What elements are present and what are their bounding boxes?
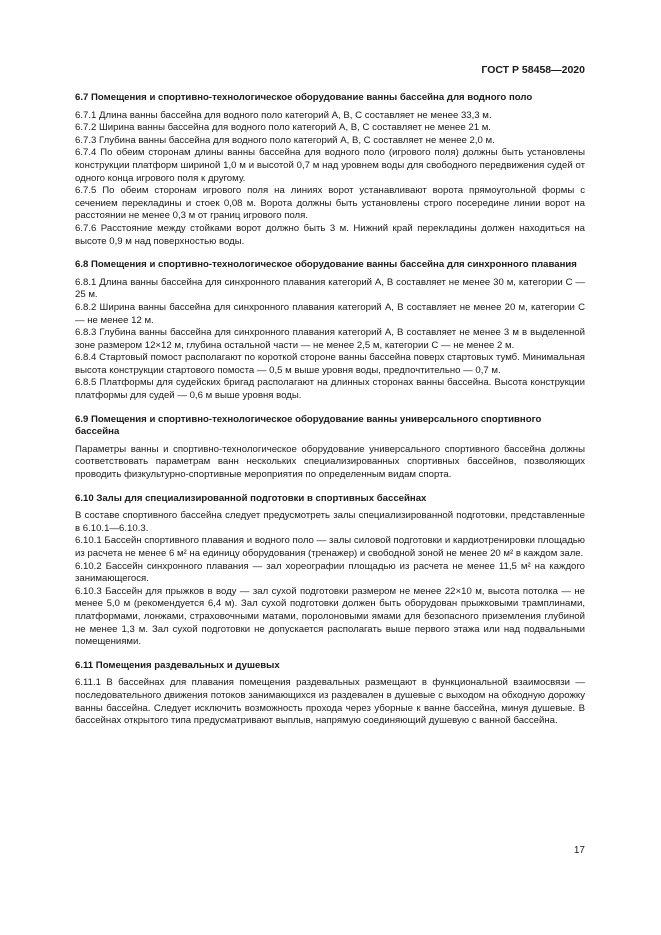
standard-number: ГОСТ Р 58458—2020 <box>481 64 585 76</box>
section-6-9 <box>75 414 585 482</box>
paragraph: 6.7.5 По обеим сторонам игрового поля на линиях ворот устанавливают ворота прямоугольной формы с сечением перекладины и стоек 0,08 м. Ворота должны быть установлены строго посередине линии ворот на расстоянии не менее 0,3 м от границ игрового поля. <box>75 185 585 222</box>
page-number: 17 <box>573 845 585 856</box>
paragraph: В составе спортивного бассейна следует предусмотреть залы специализированной подготовки, представленные в 6.10.1—6.10.3. <box>75 510 585 534</box>
section-6-10 <box>75 493 585 649</box>
paragraph: 6.7.6 Расстояние между стойками ворот должно быть 3 м. Нижний край перекладины должен находиться на высоте 0,9 м над поверхностью воды. <box>75 222 585 247</box>
section-heading: 6.8 Помещения и спортивно-технологическое оборудование ванны бассейна для синхронного плавания <box>75 259 577 271</box>
paragraph: 6.10.3 Бассейн для прыжков в воду — зал сухой подготовки размером не менее 22×10 м, высота потолка — не менее 5,0 м (рекомендуется 6,4 м). Зал сухой подготовки должен быть оборудован прыжковыми трамплинами, платформами, лонжами, страховочными матами, поролоновыми ямами для безопасного приземления глубиной не менее 1,3 м. Зал сухой подготовки не допускается располагать выше первого этажа или над подвальными помещениями. <box>75 585 585 648</box>
paragraph: 6.8.4 Стартовый помост располагают по короткой стороне ванны бассейна поверх стартовых тумб. Минимальная высота конструкции стартового помоста — 0,5 м выше уровня воды, предпочтительно — 0,7 м. <box>75 352 585 376</box>
paragraph: 6.7.1 Длина ванны бассейна для водного поло категорий А, В, С составляет не менее 33,3 м. <box>75 109 492 121</box>
section-6-11 <box>75 660 585 728</box>
paragraph: 6.10.2 Бассейн синхронного плавания — зал хореографии площадью из расчета не менее 11,5 м² на каждого занимающегося. <box>75 560 585 585</box>
paragraph: 6.7.3 Глубина ванны бассейна для водного поло категорий А, В, С составляет не менее 2,0 м. <box>75 134 495 146</box>
paragraph: 6.8.5 Платформы для судейских бригад располагают на длинных сторонах ванны бассейна. Высота конструкции платформы для судей — 0,6 м выше уровня воды. <box>75 377 585 402</box>
paragraph: 6.7.2 Ширина ванны бассейна для водного поло категорий А, В, С составляет не менее 21 м. <box>75 122 491 134</box>
paragraph: 6.11.1 В бассейнах для плавания помещения раздевальных размещают в функциональной взаимосвязи — последовательного движения потоков занимающихся из раздевален в душевые с выходом на обходную дорожку ванны бассейна. Следует исключить возможность прохода через уборные к ванне бассейна, минуя душевые. В бассейнах открытого типа предусматривают выплыв, напрямую соединяющий душевую с ванной бассейна. <box>75 677 585 727</box>
paragraph: 6.10.1 Бассейн спортивного плавания и водного поло — залы силовой подготовки и кардиотренировки площадью из расчета не менее 6 м² на единицу оборудования (тренажер) и свободной зоной не менее 20 м² в каждом зале. <box>75 535 585 559</box>
paragraph: 6.7.4 По обеим сторонам длины ванны бассейна для водного поло (игрового поля) должны быть установлены конструкции платформ шириной 1,0 м и высотой 0,7 м над уровнем воды для свободного передвижения судей от одного конца игрового поля к другому. <box>75 147 585 184</box>
section-heading: 6.7 Помещения и спортивно-технологическое оборудование ванны бассейна для водного поло <box>75 92 533 103</box>
paragraph: Параметры ванны и спортивно-технологическое оборудование универсального спортивного бассейна должны соответствовать параметрам ванн нескольких специализированных спортивных бассейнов, позволяющих проводить физкультурно-спортивные мероприятия по определенным видам спорта. <box>75 443 585 481</box>
section-6-8 <box>75 259 585 403</box>
paragraph: 6.8.3 Глубина ванны бассейна для синхронного плавания категорий А, В составляет не менее 3 м в выделенной зоне размером 12×12 м, глубина остальной части — не менее 2,5 м, категории С — не менее 2 м. <box>75 327 585 351</box>
section-heading: 6.9 Помещения и спортивно-технологическое оборудование ванны универсального спортивного бассейна <box>75 413 542 438</box>
section-heading: 6.11 Помещения раздевальных и душевых <box>75 659 280 671</box>
section-heading: 6.10 Залы для специализированной подготовки в спортивных бассейнах <box>75 492 427 504</box>
paragraph: 6.8.1 Длина ванны бассейна для синхронного плавания категорий А, В составляет не менее 30 м, категории С — 25 м. <box>75 276 585 301</box>
document-body <box>75 92 585 728</box>
section-6-7 <box>75 92 585 248</box>
paragraph: 6.8.2 Ширина ванны бассейна для синхронного плавания категорий А, В составляет не менее 20 м, категории С — не менее 12 м. <box>75 301 585 326</box>
